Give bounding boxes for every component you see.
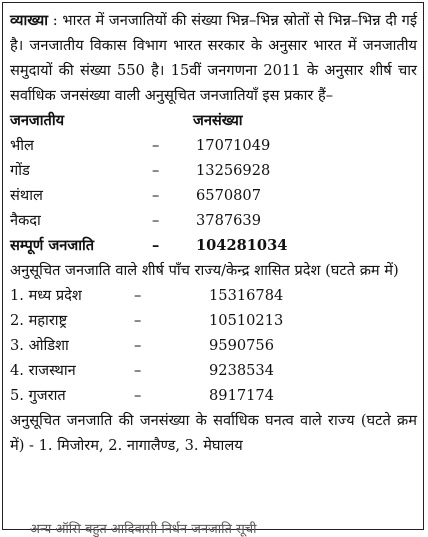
intro-paragraph: [10, 8, 417, 108]
tribe-population: 3787639: [196, 212, 261, 229]
explanation-label: व्याख्या: [10, 12, 49, 29]
table-row: [10, 158, 417, 183]
dash: –: [134, 387, 142, 404]
tribe-column-header: जनजातीय: [10, 112, 65, 129]
tribe-population: 6570807: [196, 187, 261, 204]
explanation-box: [2, 2, 424, 530]
tribe-name: भील: [10, 137, 34, 154]
list-item: [10, 358, 417, 383]
states-intro: अनुसूचित जनजाति वाले शीर्ष पाँच राज्य/केन्द्र शासित प्रदेश (घटते क्रम में): [10, 262, 399, 279]
dash: –: [134, 312, 142, 329]
total-row: [10, 233, 417, 258]
table-row: [10, 183, 417, 208]
tribes-table-header: [10, 108, 417, 133]
dash: –: [134, 362, 142, 379]
tribe-population: 17071049: [196, 137, 271, 154]
total-label: सम्पूर्ण जनजाति: [10, 237, 95, 254]
intro-text: : भारत में जनजातियों की संख्या भिन्न–भिन्न स्रोतों से भिन्न–भिन्न दी गई है। जनजातीय विकास विभाग भारत सरकार के अनुसार भारत में जनजातीय समुदायों की संख्या 550 है। 15वीं जनगणना 2011 के अनुसार शीर्ष चार सर्वाधिक जनसंख्या वाली अनुसूचित जनजातियाँ इस प्रकार हैं–: [10, 12, 417, 104]
dash: –: [152, 162, 160, 179]
cut-off-next-line: [30, 522, 410, 537]
tribe-population: 13256928: [196, 162, 271, 179]
state-name: 1. मध्य प्रदेश: [10, 287, 82, 304]
list-item: [10, 308, 417, 333]
dash: –: [152, 237, 160, 254]
list-item: [10, 333, 417, 358]
table-row: [10, 133, 417, 158]
cut-off-text: अन्य ऑसि बहुत आदिवासी निर्धन जनजाति सूची: [30, 522, 257, 537]
dash: –: [134, 337, 142, 354]
state-name: 4. राजस्थान: [10, 362, 76, 379]
tribe-name: नैकदा: [10, 212, 41, 229]
tribe-name: संथाल: [10, 187, 43, 204]
state-population: 8917174: [209, 387, 274, 404]
state-name: 5. गुजरात: [10, 387, 66, 404]
list-item: [10, 383, 417, 408]
list-item: [10, 283, 417, 308]
density-paragraph: अनुसूचित जनजाति की जनसंख्या के सर्वाधिक घनत्व वाले राज्य (घटते क्रम में) - 1. मिजोरम, 2. नागालैण्ड, 3. मेघालय: [10, 412, 417, 454]
population-column-header: जनसंख्या: [193, 112, 243, 129]
table-row: [10, 208, 417, 233]
state-population: 9238534: [209, 362, 274, 379]
state-name: 2. महाराष्ट्र: [10, 312, 68, 329]
state-name: 3. ओडिशा: [10, 337, 69, 354]
dash: –: [152, 137, 160, 154]
tribe-name: गोंड: [10, 162, 30, 179]
dash: –: [152, 187, 160, 204]
dash: –: [134, 287, 142, 304]
total-population: 104281034: [196, 237, 288, 254]
state-population: 15316784: [209, 287, 284, 304]
dash: –: [152, 212, 160, 229]
state-population: 9590756: [209, 337, 274, 354]
state-population: 10510213: [209, 312, 284, 329]
